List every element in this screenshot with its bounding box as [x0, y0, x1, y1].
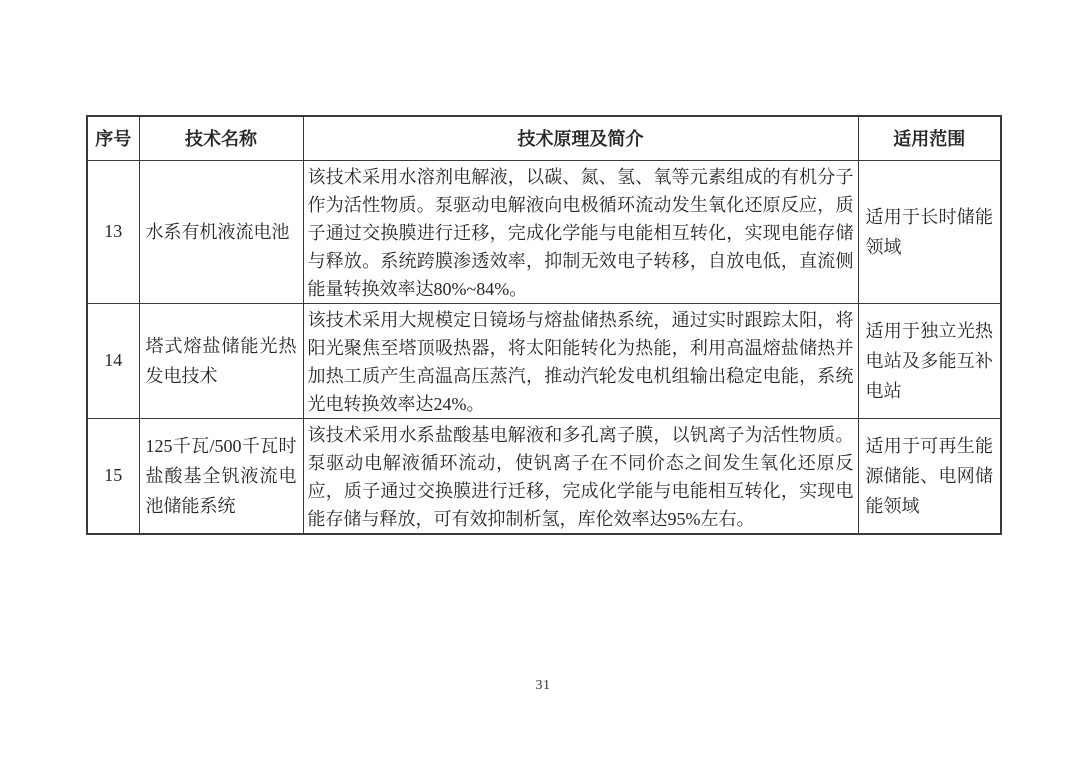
technology-name: 水系有机液流电池	[139, 160, 303, 303]
technology-table	[86, 115, 1002, 535]
technology-description: 该技术采用水系盐酸基电解液和多孔离子膜，以钒离子为活性物质。泵驱动电解液循环流动，使钒离子在不同价态之间发生氧化还原反应，质子通过交换膜进行迁移，完成化学能与电能相互转化，实现电能存储与释放，可有效抑制析氢，库伦效率达95%左右。	[303, 418, 858, 534]
header-index: 序号	[87, 116, 139, 160]
row-index: 15	[87, 418, 139, 534]
page-number: 31	[535, 678, 551, 693]
row-index: 13	[87, 160, 139, 303]
technology-name: 塔式熔盐储能光热发电技术	[139, 303, 303, 418]
technology-scope: 适用于独立光热电站及多能互补电站	[858, 303, 1001, 418]
table-header-row	[87, 116, 1001, 160]
header-scope: 适用范围	[858, 116, 1001, 160]
technology-scope: 适用于长时储能领域	[858, 160, 1001, 303]
table-row	[87, 303, 1001, 418]
technology-name: 125千瓦/500千瓦时盐酸基全钒液流电池储能系统	[139, 418, 303, 534]
header-description: 技术原理及简介	[303, 116, 858, 160]
row-index: 14	[87, 303, 139, 418]
header-name: 技术名称	[139, 116, 303, 160]
technology-scope: 适用于可再生能源储能、电网储能领域	[858, 418, 1001, 534]
table-row	[87, 160, 1001, 303]
technology-description: 该技术采用水溶剂电解液，以碳、氮、氢、氧等元素组成的有机分子作为活性物质。泵驱动电解液向电极循环流动发生氧化还原反应，质子通过交换膜进行迁移，完成化学能与电能相互转化，实现电能存储与释放。系统跨膜渗透效率，抑制无效电子转移，自放电低，直流侧能量转换效率达80%~84%。	[303, 160, 858, 303]
table-row	[87, 418, 1001, 534]
technology-description: 该技术采用大规模定日镜场与熔盐储热系统，通过实时跟踪太阳，将阳光聚焦至塔顶吸热器，将太阳能转化为热能，利用高温熔盐储热并加热工质产生高温高压蒸汽，推动汽轮发电机组输出稳定电能，系统光电转换效率达24%。	[303, 303, 858, 418]
